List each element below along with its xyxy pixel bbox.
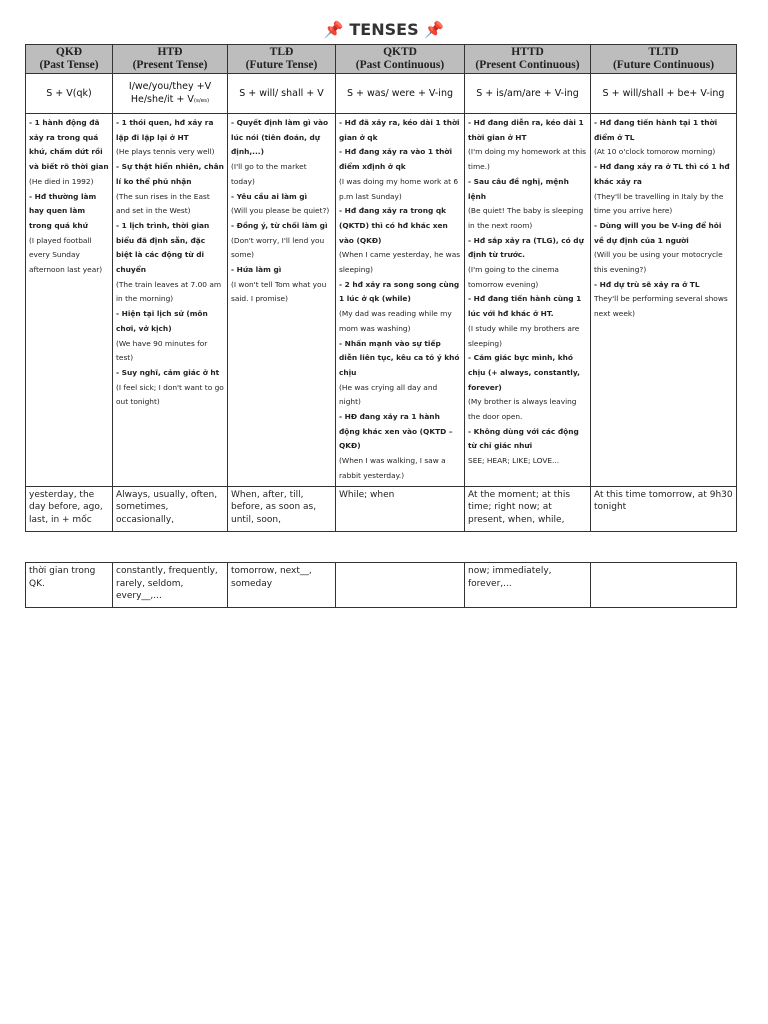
header-abbr: TLTD [648,46,679,58]
usage-example: (I feel sick; I don't want to go out tonight) [116,382,224,407]
usage-example: (When I was walking, I saw a rabbit yesterday.) [339,456,446,480]
header-name: (Present Tense) [132,59,208,71]
signal-cont-past: thời gian trong QK. [26,563,113,608]
usage-item: - Hđ dự trù sẽ xảy ra ở TL [594,279,700,289]
usage-example: SEE; HEAR; LIKE; LOVE... [468,456,560,466]
formula-past: S + V(qk) [26,74,113,114]
usage-item: - 1 hành động đã xảy ra trong quá khứ, chấm dứt rồi và biết rõ thời gian [29,118,109,172]
usage-present [113,114,228,487]
usage-example: (My dad was reading while my mom was washing) [339,309,452,333]
signal-cont-future-cont [591,563,737,608]
usage-example: (At 10 o'clock tomorow morning) [594,147,716,157]
usage-example: (He was crying all day and night) [339,382,438,407]
usage-example: (I won't tell Tom what you said. I promise) [231,279,327,304]
signal-cont-present-cont: now; immediately, forever,... [465,563,591,608]
formula-present-sub: (s/es) [193,97,210,104]
usage-item: - 1 thói quen, hđ xảy ra lặp đi lặp lại ở HT [116,118,214,142]
signal-past-cont: While; when [336,486,465,531]
usage-example: (The train leaves at 7.00 am in the morning) [116,279,222,304]
formula-future: S + will/ shall + V [228,74,336,114]
header-abbr: TLĐ [269,46,294,58]
formula-past-cont: S + was/ were + V-ing [336,74,465,114]
usage-present-cont [465,114,591,487]
usage-example: (Will you be using your motocrycle this evening?) [594,250,723,275]
signal-row [26,486,737,531]
usage-item: - Hđ đang xảy ra vào 1 thời điểm xđịnh ở qk [339,147,453,172]
signal-cont-future: tomorrow, next__, someday [228,563,336,608]
usage-example: (When I came yesterday, he was sleeping) [339,250,461,275]
signal-future: When, after, till, before, as soon as, until, soon, [228,486,336,531]
usage-example: (He plays tennis very well) [116,147,215,157]
usage-example: (He died in 1992) [29,176,94,186]
usage-example: (Don't worry, I'll lend you some) [231,235,325,260]
formula-present [113,74,228,114]
usage-item: - Hứa làm gì [231,265,282,275]
usage-item: - 2 hđ xảy ra song song cùng 1 lúc ở qk (while) [339,279,460,304]
header-abbr: HTĐ [157,46,183,58]
page-title: 📌 TENSES 📌 [323,20,445,39]
formula-row [26,74,737,114]
header-present [113,45,228,74]
usage-example: (They'll be travelling in Italy by the time you arrive here) [594,191,724,216]
usage-example: They'll be performing several shows next week) [594,294,728,319]
usage-example: (I'll go to the market today) [231,162,307,186]
signal-cont-present: constantly, frequently, rarely, seldom, every__,... [113,563,228,608]
formula-future-cont: S + will/shall + be+ V-ing [591,74,737,114]
usage-example: (My brother is always leaving the door open. [468,397,577,422]
usage-example: (Be quiet! The baby is sleeping in the next room) [468,206,584,230]
usage-row [26,114,737,487]
signal-present: Always, usually, often, sometimes, occasionally, [113,486,228,531]
usage-item: - Hđ thường làm hay quen làm trong quá khứ [29,191,97,230]
usage-item: - Dùng will you be V-ing để hỏi về dự định của 1 người [594,220,722,245]
usage-example: (The sun rises in the East and set in the West) [116,191,210,216]
signal-present-cont: At the moment; at this time; right now; at present, when, while, [465,486,591,531]
usage-item: - Hiện tại lịch sử (môn chơi, vở kịch) [116,309,208,333]
header-name: (Past Continuous) [355,59,445,71]
usage-example: (I was doing my home work at 6 p.m last Sunday) [339,176,459,201]
header-past-cont [336,45,465,74]
usage-item: - Hđ đang tiến hành tại 1 thời điểm ở TL [594,118,718,142]
usage-item: - Quyết định làm gì vào lúc nói (tiên đoán, dự định,...) [231,118,329,157]
usage-past [26,114,113,487]
header-abbr: HTTD [511,46,544,58]
usage-item: - Đồng ý, từ chối làm gì [231,220,328,230]
formula-present-cont: S + is/am/are + V-ing [465,74,591,114]
usage-item: - Hđ đang xảy ra ở TL thì có 1 hđ khác xảy ra [594,162,730,186]
header-past [26,45,113,74]
header-future [228,45,336,74]
formula-present-line2: He/she/it + V [130,93,194,105]
signal-past: yesterday, the day before, ago, last, in + mốc [26,486,113,531]
header-future-cont [591,45,737,74]
usage-example: (I'm doing my homework at this time.) [468,147,587,172]
header-name: (Future Continuous) [612,59,715,71]
usage-future [228,114,336,487]
header-name: (Present Continuous) [475,59,580,71]
signal-cont-past-cont [336,563,465,608]
usage-item: - Hđ đang tiến hành cùng 1 lúc với hđ khác ở HT. [468,294,582,319]
header-present-cont [465,45,591,74]
usage-example: (Will you please be quiet?) [231,206,330,216]
header-abbr: QKĐ [55,46,83,58]
usage-item: - Hđ sắp xảy ra (TLG), có dự định từ trước. [468,235,584,260]
usage-item: - Yêu cầu ai làm gì [231,191,308,201]
usage-item: - Suy nghĩ, cảm giác ở ht [116,367,220,377]
usage-item: - Sau câu đề nghị, mệnh lệnh [468,176,569,201]
usage-item: - Không dùng với các động từ chỉ giác nhưi [468,426,579,451]
usage-example: (I played football every Sunday afternoon last year) [29,235,103,275]
usage-item: - Hđ đang diễn ra, kéo dài 1 thời gian ở HT [468,118,584,142]
usage-item: - HĐ đang xảy ra 1 hành động khác xen vào (QKTD – QKĐ) [339,412,453,451]
header-row [26,45,737,74]
signal-future-cont: At this time tomorrow, at 9h30 tonight [591,486,737,531]
formula-present-line1: I/we/you/they +V [128,80,212,92]
tenses-table [25,44,737,532]
signal-cont-row [26,563,737,608]
header-name: (Past Tense) [39,59,99,71]
usage-item: - 1 lịch trình, thời gian biểu đã định sẵn, đặc biệt là các động từ di chuyển [116,220,210,275]
usage-past-cont [336,114,465,487]
usage-item: - Nhấn mạnh vào sự tiếp diễn liên tục, kêu ca tỏ ý khó chịu [339,338,460,377]
usage-example: (I study while my brothers are sleeping) [468,323,580,348]
header-abbr: QKTD [383,46,417,58]
usage-example: (I'm going to the cinema tomorrow evening) [468,265,559,289]
usage-item: - Sự thật hiển nhiên, chân lí ko thể phủ nhận [116,162,224,186]
usage-future-cont [591,114,737,487]
usage-item: - Cảm giác bực mình, khó chịu (+ always, constantly, forever) [468,353,580,392]
usage-example: (We have 90 minutes for test) [116,338,208,363]
signals-continued-table [25,562,737,608]
header-name: (Future Tense) [245,59,318,71]
usage-item: - Hđ đã xảy ra, kéo dài 1 thời gian ở qk [339,118,460,142]
usage-item: - Hđ đang xảy ra trong qk (QKTD) thì có hđ khác xen vào (QKĐ) [339,206,448,245]
